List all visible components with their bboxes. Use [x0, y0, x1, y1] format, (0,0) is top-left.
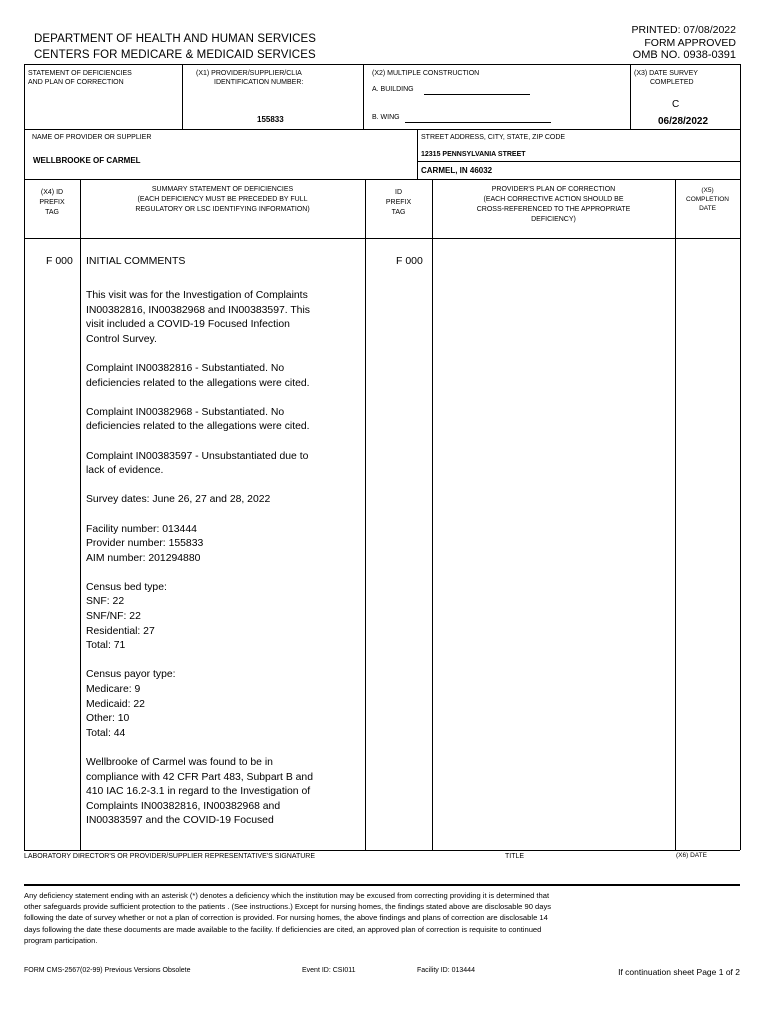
event-id: Event ID: CSI011 [302, 967, 356, 974]
paragraph [86, 756, 346, 829]
entry-heading: INITIAL COMMENTS [86, 255, 186, 267]
disclaimer-line: days following the date these documents are made available to the facility. If deficiencies are cited, an approved plan of correction is requisite to continued [24, 924, 542, 934]
text-line: Census bed type: [86, 581, 167, 593]
building-label: A. BUILDING [372, 86, 414, 93]
text-line: Survey dates: June 26, 27 and 28, 2022 [86, 494, 271, 506]
agency-name: CENTERS FOR MEDICARE & MEDICAID SERVICES [34, 49, 316, 61]
x4-header: TAG [45, 209, 59, 216]
department-name: DEPARTMENT OF HEALTH AND HUMAN SERVICES [34, 33, 317, 45]
text-line: Residential: 27 [86, 625, 155, 637]
disclaimer-line: Any deficiency statement ending with an asterisk (*) denotes a deficiency which the institution may be excused from correcting providing it is determined that [24, 891, 550, 900]
plan-header: DEFICIENCY) [531, 216, 576, 223]
plan-header: (EACH CORRECTIVE ACTION SHOULD BE [483, 196, 624, 203]
text-line: Census payor type: [86, 669, 176, 681]
column-divider [675, 179, 676, 850]
plan-header: CROSS-REFERENCED TO THE APPROPRIATE [476, 206, 631, 213]
statement-label: STATEMENT OF DEFICIENCIES [28, 70, 132, 77]
form-approved: FORM APPROVED [644, 37, 736, 49]
table-left-border [24, 64, 25, 850]
signature-bottom-border [24, 884, 740, 886]
paragraph [86, 362, 346, 391]
paragraph [86, 581, 346, 654]
table-row-border [24, 238, 740, 239]
id-header: PREFIX [385, 199, 412, 206]
table-row-border [24, 129, 740, 130]
text-line: Complaints IN00382816, IN00382968 and [86, 800, 281, 812]
form-number: FORM CMS-2567(02-99) Previous Versions Obsolete [24, 967, 191, 974]
printed-date: PRINTED: 07/08/2022 [631, 24, 736, 36]
x5-header: (X5) [701, 187, 714, 194]
text-line: SNF: 22 [86, 596, 125, 608]
text-line: Complaint IN00382816 - Substantiated. No [86, 362, 285, 374]
x5-header: COMPLETION [686, 196, 729, 203]
text-line: Complaint IN00382968 - Substantiated. No [86, 406, 285, 418]
provider-name: WELLBROOKE OF CARMEL [33, 156, 141, 165]
wing-blank [405, 122, 551, 123]
survey-type: C [672, 99, 680, 110]
city-state-zip: CARMEL, IN 46032 [421, 166, 493, 175]
paragraph [86, 406, 346, 435]
prefix-tag: F 000 [46, 255, 73, 267]
x5-header: DATE [699, 205, 716, 212]
disclaimer-line: following the date of survey whether or not a plan of correction is provided. For nursing homes, the above findings and plans of correction are disclosable 14 [24, 913, 548, 923]
paragraph [86, 289, 346, 347]
column-divider [630, 64, 631, 129]
text-line: compliance with 42 CFR Part 483, Subpart B and [86, 771, 313, 783]
disclaimer [24, 890, 551, 946]
survey-date: 06/28/2022 [658, 116, 709, 127]
continuation-sheet: If continuation sheet Page 1 of 2 [618, 967, 740, 977]
provider-name-label: NAME OF PROVIDER OR SUPPLIER [32, 134, 152, 141]
x3-label: COMPLETED [650, 79, 694, 86]
text-line: deficiencies related to the allegations were cited. [86, 377, 310, 389]
text-line: Facility number: 013444 [86, 523, 197, 535]
id-header: ID [395, 189, 402, 196]
column-divider [417, 129, 418, 179]
text-line: 410 IAC 16.2-3.1 in regard to the Investigation of [86, 786, 311, 798]
street-address: 12315 PENNSYLVANIA STREET [421, 151, 526, 158]
column-divider [432, 179, 433, 850]
text-line: IN00383597 and the COVID-19 Focused [86, 815, 274, 827]
title-label: TITLE [505, 853, 525, 860]
text-line: Complaint IN00383597 - Unsubstantiated due to [86, 450, 309, 462]
x3-label: (X3) DATE SURVEY [634, 70, 698, 77]
omb-number: OMB NO. 0938-0391 [632, 49, 736, 61]
text-line: Other: 10 [86, 713, 130, 725]
text-line: Medicare: 9 [86, 684, 141, 696]
text-line: Medicaid: 22 [86, 698, 145, 710]
disclaimer-line: other safeguards provide sufficient protection to the patients . (See instructions.) Except for nursing homes, the findings stated above are disclosable 90 days [24, 902, 552, 912]
prefix-tag: F 000 [396, 255, 423, 267]
text-line: SNF/NF: 22 [86, 611, 141, 623]
column-divider [365, 179, 366, 850]
text-line: Total: 44 [86, 727, 126, 739]
text-line: deficiencies related to the allegations were cited. [86, 421, 310, 433]
text-line: lack of evidence. [86, 465, 164, 477]
entry-body [86, 289, 346, 829]
plan-header: PROVIDER'S PLAN OF CORRECTION [491, 186, 616, 193]
column-divider [182, 64, 183, 129]
x2-label: (X2) MULTIPLE CONSTRUCTION [372, 70, 480, 77]
address-label: STREET ADDRESS, CITY, STATE, ZIP CODE [421, 134, 566, 141]
id-header: TAG [391, 209, 406, 216]
text-line: Total: 71 [86, 640, 126, 652]
summary-header: (EACH DEFICIENCY MUST BE PRECEDED BY FULL [137, 196, 308, 203]
wing-label: B. WING [372, 114, 400, 121]
text-line: This visit was for the Investigation of Complaints [86, 290, 308, 301]
table-row-border [24, 179, 740, 180]
address-divider [417, 161, 740, 162]
statement-label: AND PLAN OF CORRECTION [28, 79, 124, 86]
facility-id: Facility ID: 013444 [417, 967, 475, 974]
table-top-border [24, 64, 740, 65]
building-blank [424, 94, 530, 95]
column-divider [80, 179, 81, 850]
text-line: visit included a COVID-19 Focused Infection [86, 319, 290, 331]
paragraph [86, 493, 346, 508]
summary-header: REGULATORY OR LSC IDENTIFYING INFORMATION) [135, 206, 310, 213]
x1-label: (X1) PROVIDER/SUPPLIER/CLIA [196, 70, 302, 77]
summary-header: SUMMARY STATEMENT OF DEFICIENCIES [151, 186, 294, 193]
paragraph [86, 450, 346, 479]
paragraph [86, 523, 346, 567]
text-line: AIM number: 201294880 [86, 552, 201, 564]
column-divider [363, 64, 364, 129]
text-line: Wellbrooke of Carmel was found to be in [86, 757, 273, 768]
text-line: Control Survey. [86, 333, 157, 345]
table-right-border [740, 64, 741, 850]
text-line: Provider number: 155833 [86, 538, 204, 550]
signature-top-border [24, 850, 740, 851]
disclaimer-line: program participation. [24, 935, 98, 945]
x1-label: IDENTIFICATION NUMBER: [214, 79, 304, 86]
x4-header: (X4) ID [40, 189, 64, 196]
provider-number: 155833 [257, 115, 284, 124]
signature-label: LABORATORY DIRECTOR'S OR PROVIDER/SUPPLIER REPRESENTATIVE'S SIGNATURE [24, 853, 316, 860]
paragraph [86, 668, 346, 741]
text-line: IN00382816, IN00382968 and IN00383597. This [86, 304, 310, 316]
x4-header: PREFIX [39, 199, 65, 206]
date-label: (X6) DATE [676, 852, 707, 859]
